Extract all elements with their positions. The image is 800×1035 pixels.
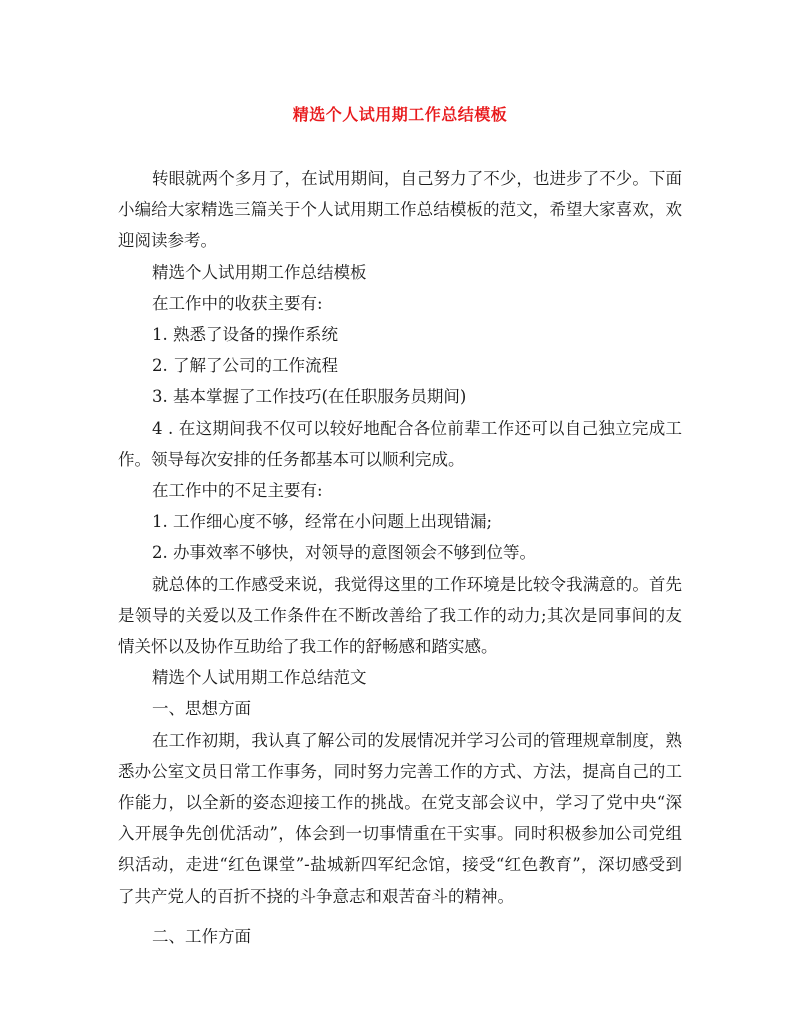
subsection-heading-work: 二、工作方面 xyxy=(152,926,251,946)
list-item: 2. 了解了公司的工作流程 xyxy=(152,356,338,376)
gains-heading: 在工作中的收获主要有: xyxy=(152,293,323,313)
document-title: 精选个人试用期工作总结模板 xyxy=(292,105,508,124)
list-item: 4 . 在这期间我不仅可以较好地配合各位前辈工作还可以自己独立完成工作。领导每次安排的任务都基本可以顺利完成。 xyxy=(118,418,682,469)
summary-paragraph: 就总体的工作感受来说，我觉得这里的工作环境是比较令我满意的。首先是领导的关爱以及工作条件在不断改善给了我工作的动力;其次是同事间的友情关怀以及协作互助给了我工作的舒畅感和踏实感。 xyxy=(118,574,682,657)
thought-paragraph: 在工作初期，我认真了解公司的发展情况并学习公司的管理规章制度，熟悉办公室文员日常工作事务，同时努力完善工作的方式、方法，提高自己的工作能力，以全新的姿态迎接工作的挑战。在党支部会议中，学习了党中央“深入开展争先创优活动”，体会到一切事情重在干实事。同时积极参加公司党组织活动，走进“红色课堂”-盐城新四军纪念馆，接受“红色教育”，深切感受到了共产党人的百折不挠的斗争意志和艰苦奋斗的精神。 xyxy=(118,730,682,906)
section-heading-sample: 精选个人试用期工作总结范文 xyxy=(152,668,367,688)
intro-paragraph: 转眼就两个多月了，在试用期间，自己努力了不少，也进步了不少。下面小编给大家精选三篇关于个人试用期工作总结模板的范文，希望大家喜欢，欢迎阅读参考。 xyxy=(118,169,682,251)
document-body xyxy=(118,163,682,952)
section-heading-template: 精选个人试用期工作总结模板 xyxy=(152,262,367,282)
shortcomings-heading: 在工作中的不足主要有: xyxy=(152,481,323,501)
list-item: 2. 办事效率不够快，对领导的意图领会不够到位等。 xyxy=(152,543,536,563)
list-item: 1. 工作细心度不够，经常在小问题上出现错漏; xyxy=(152,512,493,532)
subsection-heading-thought: 一、思想方面 xyxy=(152,699,251,719)
list-item: 3. 基本掌握了工作技巧(在任职服务员期间) xyxy=(152,387,467,407)
paragraph-spacer xyxy=(118,912,682,921)
list-item: 1. 熟悉了设备的操作系统 xyxy=(152,325,338,345)
